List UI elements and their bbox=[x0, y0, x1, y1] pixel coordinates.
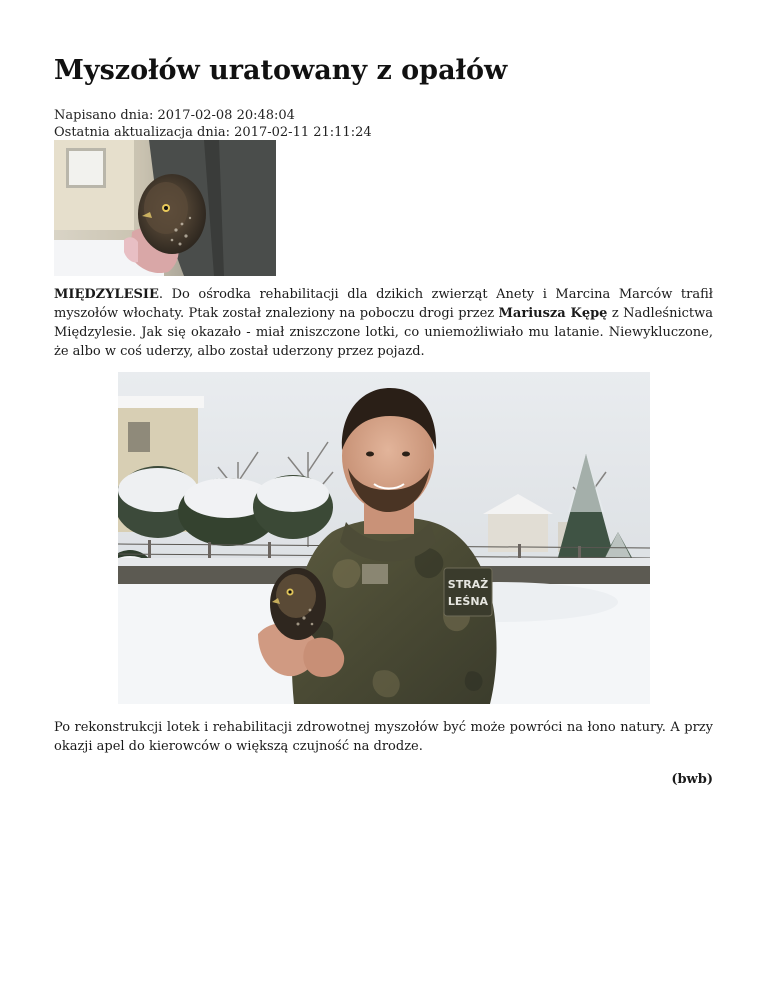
lead-text-part2: z Nadleśnictwa Międzylesie. Jak się okazało - miał zniszczone lotki, co uniemożliwiało mu latanie. Niewykluczone, że albo w coś uderzy, albo został uderzony przez pojazd. bbox=[54, 306, 713, 359]
patch-line2: LEŚNA bbox=[447, 595, 489, 608]
lead-paragraph bbox=[54, 285, 713, 361]
main-photo bbox=[118, 372, 650, 704]
lead-text-part1: . Do ośrodka rehabilitacji dla dzikich zwierząt Anety i Marcina Marców trafił myszołów włochaty. Ptak został znaleziony na poboczu drogi przez bbox=[54, 287, 713, 321]
written-line bbox=[54, 107, 372, 124]
author-signature: (bwb) bbox=[671, 772, 713, 787]
updated-label: Ostatnia aktualizacja dnia: bbox=[54, 125, 231, 140]
updated-line bbox=[54, 124, 372, 141]
person-name: Mariusza Kępę bbox=[498, 306, 608, 321]
article-title: Myszołów uratowany z opałów bbox=[54, 55, 508, 86]
closing-paragraph: Po rekonstrukcji lotek i rehabilitacji zdrowotnej myszołów być może powróci na łono natury. A przy okazji apel do kierowców o większą czujność na drodze. bbox=[54, 720, 713, 754]
location-dateline: MIĘDZYLESIE bbox=[54, 287, 159, 302]
patch-line1: STRAŻ bbox=[447, 578, 489, 591]
written-label: Napisano dnia: bbox=[54, 108, 154, 123]
updated-date: 2017-02-11 21:11:24 bbox=[234, 125, 372, 140]
article-meta bbox=[54, 107, 372, 141]
written-date: 2017-02-08 20:48:04 bbox=[157, 108, 295, 123]
thumbnail-photo bbox=[54, 140, 276, 276]
